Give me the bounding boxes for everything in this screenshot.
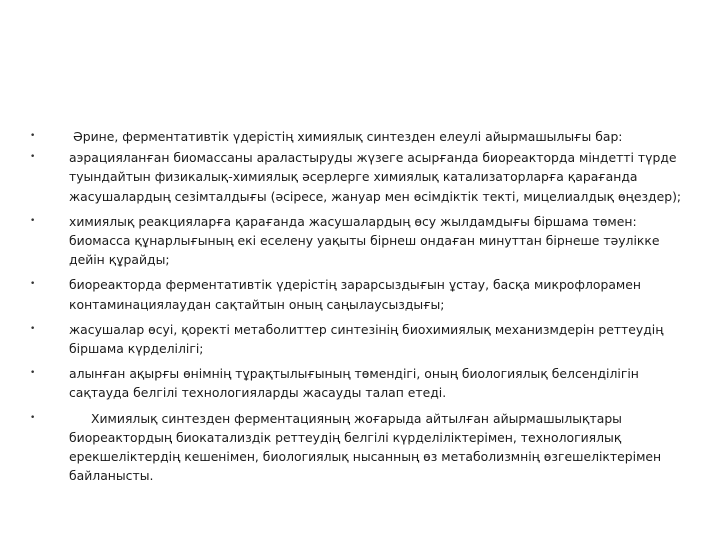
- bullet-icon: •: [30, 279, 36, 290]
- bullet-text: химиялық реакцияларға қарағанда жасушалардың өсу жылдамдығы біршама төмен: биомасса құнарлығының екі еселену уақыты бірнеш ондаған минуттан бірнеше тәулікке дейін құрайды;: [69, 213, 660, 268]
- list-item: [30, 320, 690, 358]
- list-item: [30, 127, 690, 146]
- bullet-icon: •: [30, 368, 36, 379]
- bullet-text: биореакторда ферментативтік үдерістің зарарсыздығын ұстау, басқа микрофлорамен контаминациялаудан сақтайтын оның саңылаусыздығы;: [69, 277, 642, 312]
- bullet-icon: •: [30, 323, 36, 334]
- bullet-text: Әрине, ферментативтік үдерістің химиялық синтезден елеулі айырмашылығы бар:: [73, 129, 623, 144]
- bullet-list: [30, 127, 690, 491]
- bullet-text: аэрацияланған биомассаны араластыруды жүзеге асырғанда биореакторда міндетті түрде туындайтын физикалық-химиялық әсерлерге химиялық катализаторларға қарағанда жасушалардың сезімталдығы (әсіресе, жануар мен өсімдіктік текті, мицелиалдық өңездер);: [69, 150, 682, 204]
- list-item: [30, 275, 690, 313]
- list-item: [30, 148, 690, 206]
- bullet-icon: •: [30, 412, 36, 423]
- bullet-text: Химиялық синтезден ферментацияның жоғарыда айтылған айырмашылықтары биореактордың биокатализдік реттеудің белгілі күрделіліктерімен, технологиялық ерекшеліктердің кешенімен, биологиялық нысанның өз метаболизмнің өзгешеліктерімен байланысты.: [69, 410, 662, 484]
- bullet-text: жасушалар өсуі, қоректі метаболиттер синтезінің биохимиялық механизмдерін реттеудің біршама күрделілігі;: [69, 321, 664, 357]
- list-item: [30, 409, 690, 486]
- bullet-icon: •: [30, 215, 36, 226]
- list-item: [30, 212, 690, 270]
- bullet-icon: •: [30, 131, 36, 141]
- list-item: [30, 364, 690, 402]
- bullet-text: алынған ақырғы өнімнің тұрақтылығының төмендігі, оның биологиялық белсенділігін сақтауда белгілі технологияларды жасауды талап етеді.: [69, 366, 639, 401]
- bullet-icon: •: [30, 152, 36, 163]
